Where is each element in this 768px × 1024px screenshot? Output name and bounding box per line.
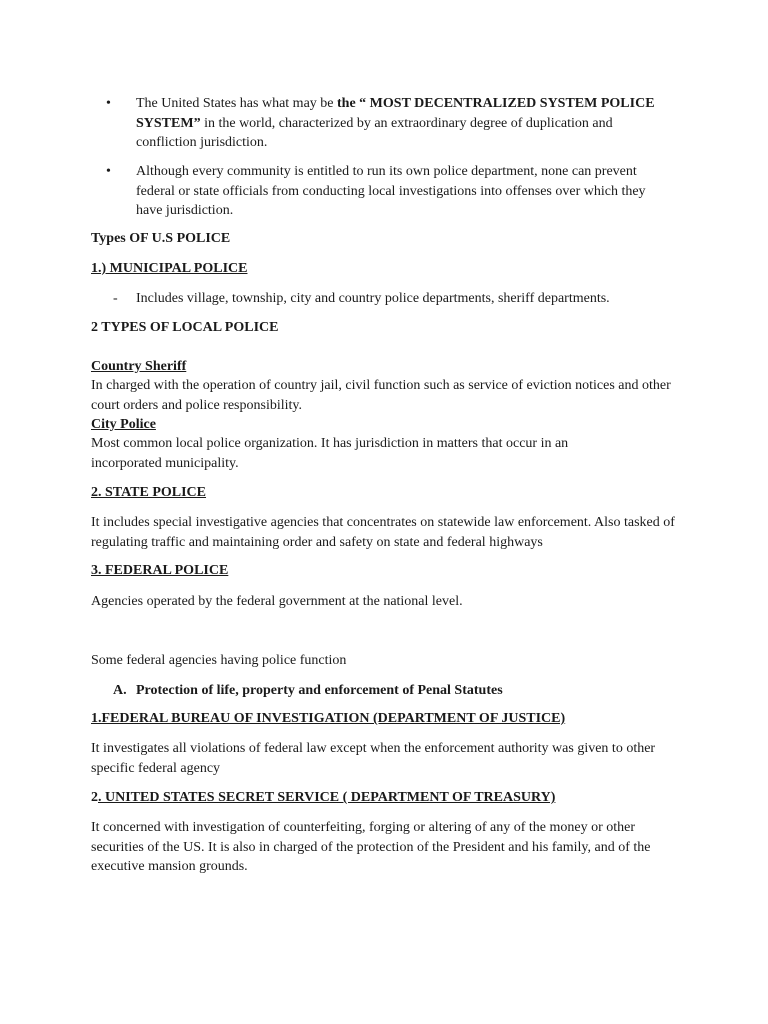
secret-service-number: 2 xyxy=(91,790,98,805)
heading-federal-police: 3. FEDERAL POLICE xyxy=(91,563,229,578)
bullet-item-decentralized xyxy=(108,94,668,153)
city-police-title: City Police xyxy=(91,417,156,432)
bullet-text-post: in the world, characterized by an extraordinary degree of duplication and confliction jurisdiction. xyxy=(136,115,613,150)
country-sheriff-text: In charged with the operation of country jail, civil function such as service of eviction notices and other court orders and police responsibility. xyxy=(91,378,671,413)
section-a-marker: A. xyxy=(113,683,127,698)
section-a-item xyxy=(113,681,673,701)
some-agencies-text: Some federal agencies having police function xyxy=(91,653,347,668)
bullet-marker: • xyxy=(106,96,111,111)
municipal-list-item xyxy=(113,289,673,309)
municipal-item-text: Includes village, township, city and country police departments, sheriff departments. xyxy=(136,291,610,306)
section-a-text: Protection of life, property and enforcement of Penal Statutes xyxy=(136,683,503,698)
state-police-text: It includes special investigative agencies that concentrates on statewide law enforcement. Also tasked of regulating traffic and maintaining order and safety on state and federal highways xyxy=(91,515,675,550)
bullet-text xyxy=(136,94,668,153)
heading-local-police: 2 TYPES OF LOCAL POLICE xyxy=(91,320,279,335)
heading-municipal: 1.) MUNICIPAL POLICE xyxy=(91,261,248,276)
bullet-text-pre: The United States has what may be xyxy=(136,96,338,111)
bullet-marker: • xyxy=(106,164,111,179)
dash-marker: - xyxy=(113,291,118,306)
fbi-text: It investigates all violations of federal law except when the enforcement authority was given to other specific federal agency xyxy=(91,741,656,776)
bullet-item-community xyxy=(108,162,668,221)
heading-state-police: 2. STATE POLICE xyxy=(91,485,207,500)
heading-secret-service xyxy=(91,788,681,808)
bullet-text: Although every community is entitled to run its own police department, none can prevent federal or state officials from conducting local investigations into offenses over which they have jurisdiction. xyxy=(136,164,646,218)
federal-police-text: Agencies operated by the federal government at the national level. xyxy=(91,594,463,609)
country-sheriff-title: Country Sheriff xyxy=(91,359,187,374)
heading-fbi: 1.FEDERAL BUREAU OF INVESTIGATION (DEPARTMENT OF JUSTICE) xyxy=(91,711,566,726)
bullet-text-bold: the “ MOST DECENTRALIZED SYSTEM POLICE SYSTEM” xyxy=(136,96,655,131)
heading-types: Types OF U.S POLICE xyxy=(91,231,231,246)
secret-service-text: It concerned with investigation of counterfeiting, forging or altering of any of the money or other securities of the US. It is also in charged of the protection of the President and his family, and of the executive mansion grounds. xyxy=(91,820,651,874)
secret-service-title: . UNITED STATES SECRET SERVICE ( DEPARTMENT OF TREASURY) xyxy=(98,790,556,805)
city-police-text: Most common local police organization. It has jurisdiction in matters that occur in an incorporated municipality. xyxy=(91,436,569,471)
